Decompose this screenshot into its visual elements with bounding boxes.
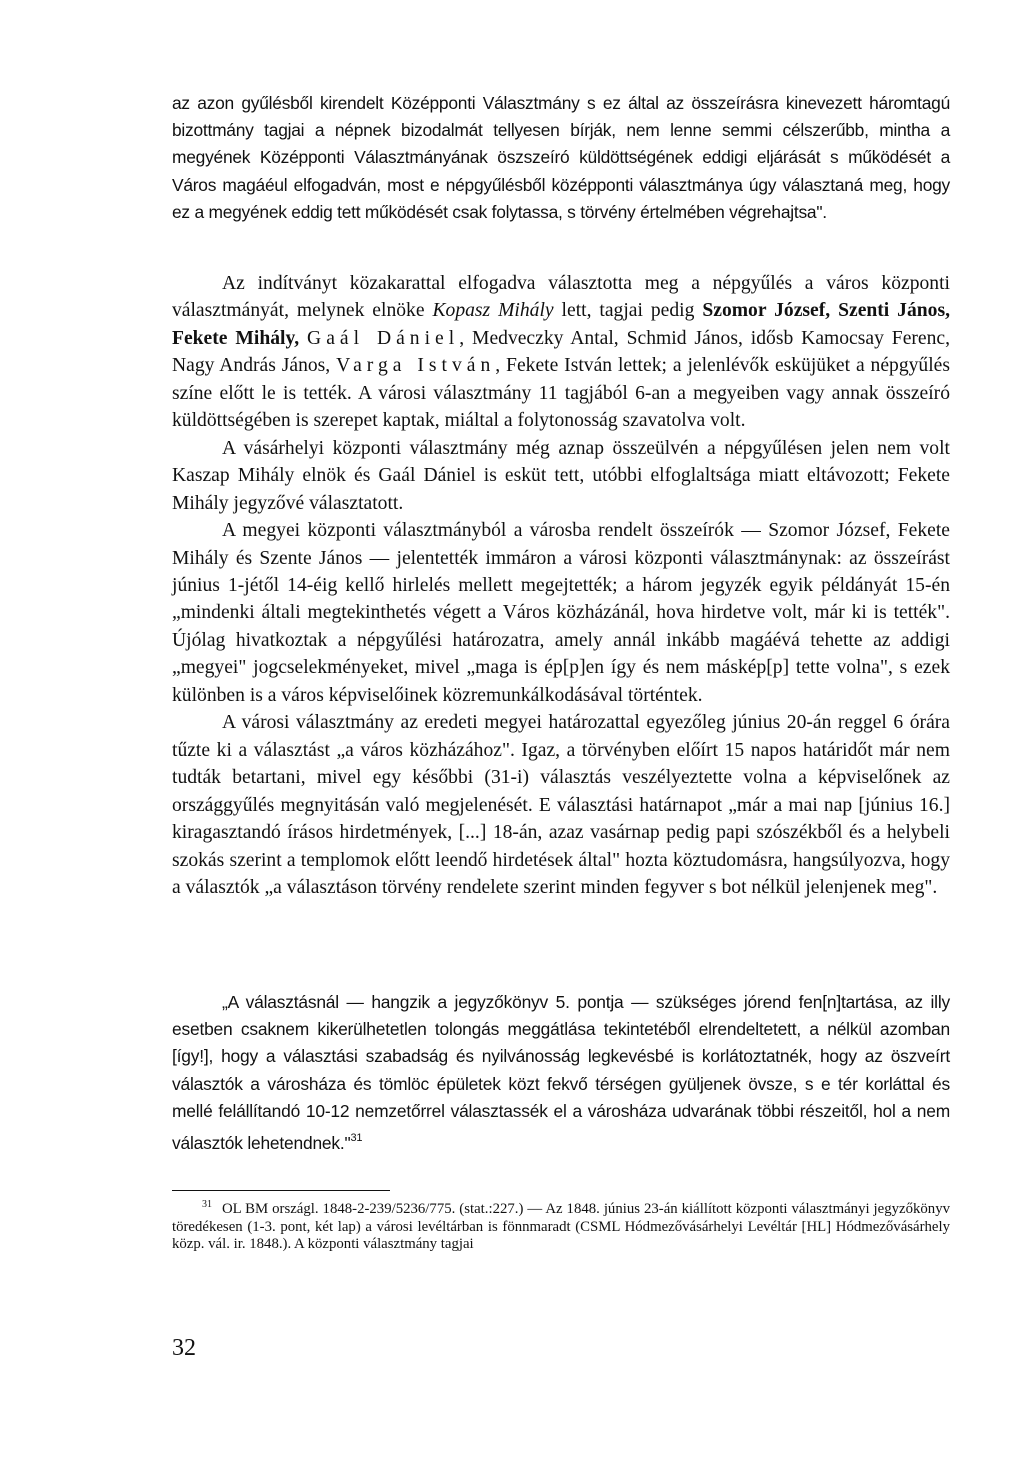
footnote-number: 31	[202, 1199, 212, 1210]
footnote-text: OL BM országl. 1848-2-239/5236/775. (stat.:227.) — Az 1848. június 23-án kiállított központi választmányi jegyzőkönyv töredékesen (1-3. pont, két lap) a városi levéltárban is fönnmaradt (CSML Hódmezővásárhelyi Levéltár [HL] Hódmezővásárhely közp. vál. ir. 1848.). A központi választmány tagjai	[172, 1201, 950, 1253]
body-text	[172, 270, 950, 901]
footnote	[172, 1196, 950, 1254]
quoted-paragraph-continuation: az azon gyűlésből kirendelt Középponti Választmány s ez által az összeírásra kinevezett háromtagú bizottmány tagjai a népnek bizodalmát tellyesen bírják, nem lenne semmi célszerűbb, mintha a megyének Középponti Választmányának öszszeíró küldöttségének eddigi eljárását s működését a Város magáéul elfogadván, most e népgyűlésből középponti választmánya úgy választaná meg, hogy ez a megyének eddig tett működését csak folytassa, s törvény értelmében végrehajtsa".	[172, 93, 950, 222]
page-number: 32	[172, 1335, 196, 1361]
text-run: lett, tagjai pedig	[553, 300, 703, 322]
block-quote	[172, 989, 950, 1157]
chairman-name: Kopasz Mihály	[432, 300, 554, 322]
paragraph-3: A megyei központi választmányból a városba rendelt összeírók — Szomor József, Fekete Mihály és Szente János — jelentették immáron a városi központi választmánynak: az összeírást június 1-jétől 14-éig kellő hirlelés mellett megejtették; a három jegyzék egyik példányát 15-én „mindenki általi megtekinthetés végett a Város közházánál, hova hirdetve volt, már ki is tették". Újólag hivatkoztak a népgyűlési határozatra, amely annál inkább magáévá tehette az addigi „megyei" jogcselekményeket, mivel „maga is ép[p]en így és nem máskép[p] tette volna", s ezek különben is a város képviselőinek közremunkálkodásával történtek.	[172, 520, 950, 706]
quote-text: „A választásnál — hangzik a jegyzőkönyv 5. pontja — szükséges jórend fen[n]tartása, az illy esetben csaknem kikerülhetetlen tolongás meggátlása tekintetéből elrendeltetett, a nélkül azomban [így!], hogy a választási szabadság és nyilvánosság legkevésbé is korlátoztatnék, hogy az öszveírt választók a városháza és tömlöc épületek közt fekvő térségen gyüljenek övsze, s e tér korláttal és mellé felállítandó 10-12 nemzetőrrel választassék el a városháza udvarának többi részeitől, hol a nem választók lehetendnek."	[172, 992, 950, 1154]
member-name-spaced: Gaál Dániel	[307, 327, 460, 349]
footnote-separator	[172, 1190, 390, 1191]
footnote-reference: 31	[350, 1132, 363, 1145]
paragraph-1	[172, 270, 950, 435]
member-names-bold: Szomor József, Szenti János, Fekete Mihály,	[172, 300, 950, 349]
text-run: , Fekete István lettek; a jelenlévők esküjüket a népgyűlés színe előtt le is tették. A városi választmány 11 tagjából 6-an a megyeiben vagy annak összeíró küldöttségében is szerepet kaptak, miáltal a folytonosság szavatolva volt.	[172, 355, 950, 432]
text-run	[299, 328, 307, 349]
member-name-spaced: Varga István	[336, 355, 496, 377]
text-run: Az indítványt közakarattal elfogadva választotta meg a népgyűlés a város központi választmányát, melynek elnöke	[172, 273, 950, 322]
paragraph-2: A vásárhelyi központi választmány még aznap összeülvén a népgyűlésen jelen nem volt Kaszap Mihály elnök és Gaál Dániel is esküt tett, utóbbi elfoglaltsága miatt eltávozott; Fekete Mihály jegyzővé választatott.	[172, 437, 950, 514]
paragraph-4: A városi választmány az eredeti megyei határozattal egyezőleg június 20-án reggel 6 órára tűzte ki a választást „a város közházához". Igaz, a törvényben előírt 15 napos határidőt már nem tudták betartani, mivel egy későbbi (31-i) választás veszélyeztette volna a képviselőnek az országgyűlés megnyitásán való megjelenését. E választási határnapot „már a mai nap [június 16.] kiragasztandó írásos hirdetmények, [...] 18-án, azaz vasárnap pedig papi szószékből és a helybeli szokás szerint a templomok előtt leendő hirdetések által" hozta köztudomásra, hangsúlyozva, hogy a választók „a választáson törvény rendelete szerint minden fegyver s bot nélkül jelenjenek meg".	[172, 712, 950, 898]
text-run: , Medveczky Antal, Schmid János, idősb Kamocsay Ferenc, Nagy András János,	[172, 327, 951, 377]
